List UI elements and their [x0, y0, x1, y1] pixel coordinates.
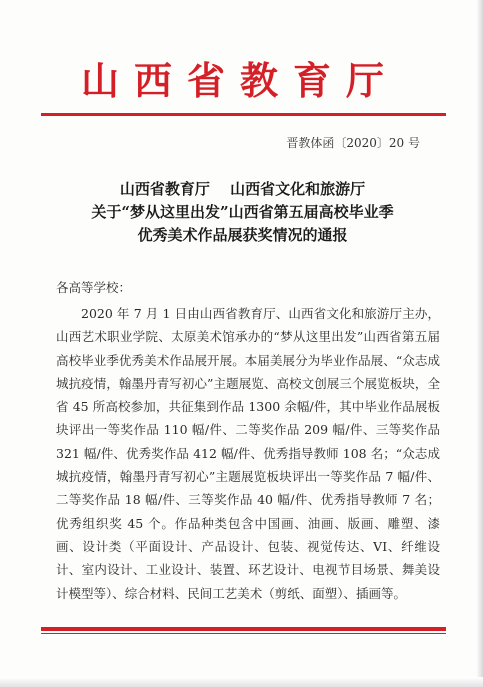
document-number: 晋教体函〔2020〕20 号	[286, 136, 420, 150]
footer-red-rule	[41, 627, 446, 631]
title-line-notice: 优秀美术作品展获奖情况的通报	[137, 226, 348, 244]
salutation: 各高等学校：	[56, 280, 132, 295]
footer-red-rule-thin	[41, 633, 446, 634]
body-paragraph: 2020 年 7 月 1 日由山西省教育厅、山西省文化和旅游厅主办，山西艺术职业学院、太原美术馆承办的“梦从这里出发”山西省第五届高校毕业季优秀美术作品展开展。本届美展分为毕业作品展、“众志成城抗疫情，翰墨丹青写初心”主题展览、高校文创展三个展览板块，全省 45 所高校参加，共征集到作品 1300 余幅/件，其中毕业作品展板块评出一等奖作品 110 幅/件、二等奖作品 209 幅/件、三等奖作品 321 幅/件、优秀奖作品 412 幅/件、优秀指导教师 108 名；“众志成城抗疫情，翰墨丹青写初心”主题展览板块评出一等奖作品 7 幅/件、二等奖作品 18 幅/件、三等奖作品 40 幅/件、优秀指导教师 7 名；优秀组织奖 45 个。作品种类包含中国画、油画、版画、雕塑、漆画、设计类（平面设计、产品设计、包装、视觉传达、VI、纤维设计、室内设计、工业设计、装置、环艺设计、电视节目场景、舞美设计模型等）、综合材料、民间工艺美术（剪纸、面塑）、插画等。	[56, 306, 440, 601]
document-title	[45, 178, 440, 247]
letterhead-red-rule	[41, 113, 446, 116]
page-bottom-shadow	[0, 677, 483, 687]
page-edge-shadow	[476, 0, 483, 687]
title-line-issuers: 山西省教育厅 山西省文化和旅游厅	[119, 180, 366, 198]
title-line-subject: 关于“梦从这里出发”山西省第五届高校毕业季	[91, 203, 394, 221]
letterhead-org-name: 山西省教育厅	[80, 58, 399, 103]
